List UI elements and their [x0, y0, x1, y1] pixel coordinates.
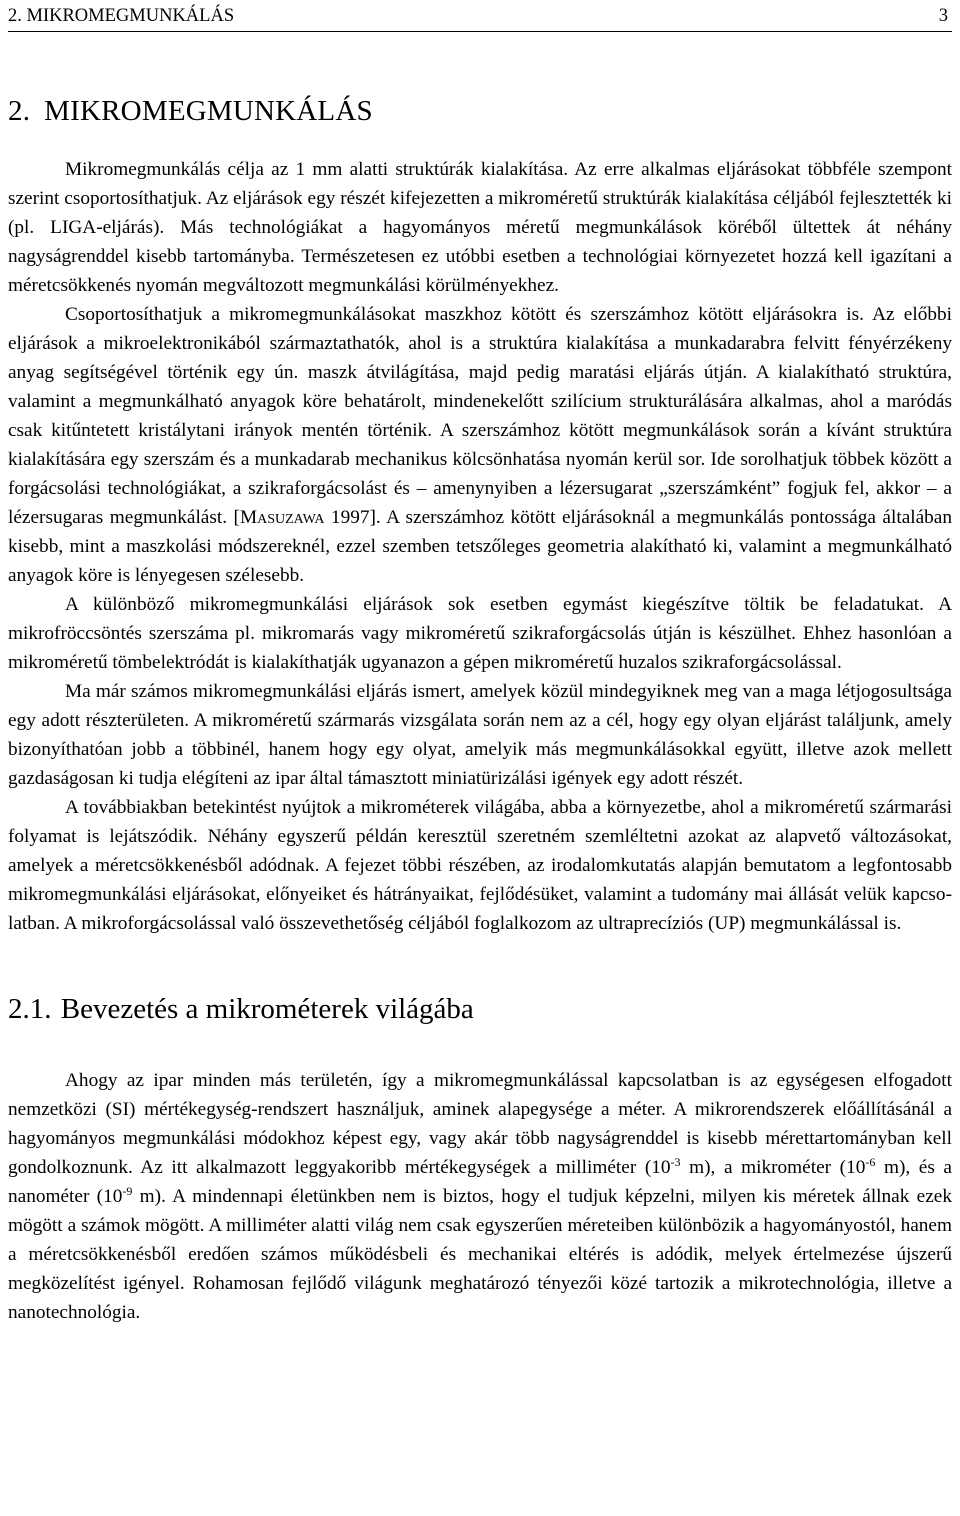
paragraph: A különböző mikromegmunkálási eljárások sok esetben egymást kiegészítve töltik be feladatukat. A mikrofröccsöntés szerszáma pl. mikromarás vagy mikroméretű szikraforgácsolás útján is készülhet. Ehhez hasonlóan a mikroméretű tömbelektródát is kialakíthatják ugyanazon a gépen mikroméretű huzalos szikraforgácsolással.: [8, 594, 952, 673]
exponent: -6: [865, 1155, 876, 1169]
paragraph: Mikromegmunkálás célja az 1 mm alatti struktúrák kialakítása. Az erre alkalmas eljárásokat többféle szempont szerint csoportosíthatjuk. Az eljárások egy részét kifejezetten a mikroméretű struktúrák kialakítása céljából fejlesztették ki (pl. LIGA-eljárás). Más technológiákat a hagyományos méretű megmunkálások köréből ültettek át néhány nagyságrenddel kisebb tartományba. Természetesen ez utóbbi esetben a technológiai környezetet hozzá kell igazítani a méretcsökkenés nyomán megváltozott megmunkálási körülményekhez.: [8, 159, 952, 296]
citation-author: Masuzawa: [239, 507, 325, 528]
exponent: -3: [670, 1155, 681, 1169]
section-title: Bevezetés a mikrométerek világába: [60, 993, 474, 1025]
chapter-heading: [8, 94, 952, 128]
chapter-number: 2.: [8, 95, 31, 127]
citation-year: 1997]: [324, 507, 376, 528]
chapter-body: [8, 155, 952, 938]
chapter-title: MIKROMEGMUNKÁLÁS: [44, 95, 373, 127]
citation: [Masuzawa 1997]: [233, 507, 376, 528]
section-heading: [8, 992, 952, 1026]
paragraph: A továbbiakban betekintést nyújtok a mikrométerek világába, abba a környezetbe, ahol a mikroméretű szármarási folyamat is lejátszódik. Néhány egyszerű példán keresztül szeretném szemléltetni azokat az alapvető változásokat, amelyek a méretcsökkenésből adódnak. A fejezet többi részében, az irodalomkutatás alapján bemutatom a legfontosabb mikromegmunkálási eljárásokat, előnyeiket és hátrányaikat, fejlődésüket, valamint a tudomány mai állását velük kapcsolatban. A mikroforgácsolással való összevethetőség céljából foglalkozom az ultraprecíziós (UP) megmunkálással is.: [8, 797, 952, 934]
section-body: [8, 1066, 952, 1327]
running-header-title: 2. MIKROMEGMUNKÁLÁS: [8, 6, 235, 26]
running-header: [8, 0, 952, 32]
paragraph: Ma már számos mikromegmunkálási eljárás ismert, amelyek közül mindegyiknek meg van a maga létjogosultsága egy adott részterületen. A mikroméretű szármarás vizsgálata során nem az a cél, hogy egy olyan eljárást találjunk, amely bizonyíthatóan jobb a többinél, hanem hogy egy olyat, amelyik más megmunkálásokkal együtt, illetve azok mellett gazdaságosan ki tudja elégíteni az ipar által támasztott miniatürizálási igények egy adott részét.: [8, 681, 952, 789]
paragraph: [8, 300, 952, 590]
section-number: 2.1.: [8, 993, 52, 1025]
paragraph-text: Csoportosíthatjuk a mikromegmunkálásokat maszkhoz kötött és szerszámhoz kötött eljárásokra is. Az előbbi eljárások a mikroelektronikából származtathatók, ahol is a struktúra kialakítása a munkadarabra felvitt fényérzékeny anyag segítségével történik egy ún. maszk átvilágítása, majd pedig maratási eljárás útján. A kialakítható struktúra, valamint a megmunkálható anyagok köre behatárolt, mindenekelőtt szilícium strukturálására alkalmas, ahol a maródás csak kitűntetett kristálytani irányok mentén történik. A szerszámhoz kötött megmunkálások során a kívánt struktúra kialakítására egy szerszám és a munkadarab mechanikus kölcsönhatása nyomán kerül sor. Ide sorolhatjuk többek között a forgácsolási technológiákat, a szikraforgácsolást és – amenynyiben a lézersugarat „szerszámként” fogjuk fel, akkor – a lézersugaras megmunkálást.: [8, 304, 952, 528]
paragraph: Ahogy az ipar minden más területén, így a mikromegmunkálással kapcsolatban is az egységesen elfogadott nemzetközi (SI) mértékegység-rendszert használjuk, aminek alapegysége a méter. A mikrorendszerek előállításánál a hagyományos megmunkálási módokhoz képest egy, vagy akár több nagyságrenddel is kisebb mérettartományban kell gondolkoznunk. Az itt alkalmazott leggyakoribb mértékegységek a milliméter ($10^{-3}$ m), a mikrométer ($10^{-6}$ m), és a nanométer ($10^{-9}$ m). A mindennapi életünkben nem is biztos, hogy el tudjuk képzelni, milyen kis méretek állnak ezek mögött a számok mögött. A milliméter alatti világ nem csak egyszerűen méreteiben különbözik a hagyományostól, hanem a méretcsökkenésből eredően számos működésbeli és mechanikai eltérés is adódik, melyek értelmezése újszerű megközelítést igényel. Rohamosan fejlődő világunk meghatározó tényezői közé tartozik a mikrotechnológia, illetve a nanotechnológia.: [8, 1070, 952, 1323]
page-number: 3: [938, 6, 948, 26]
exponent: -9: [122, 1184, 133, 1198]
paragraph-text: . A szerszámhoz kötött eljárásoknál a megmunkálás pontossága általában kisebb, mint a maszkolási módszereknél, ezzel szemben tetszőleges geometria alakítható ki, valamint a megmunkálható anyagok köre is lényegesen szélesebb.: [8, 507, 953, 586]
